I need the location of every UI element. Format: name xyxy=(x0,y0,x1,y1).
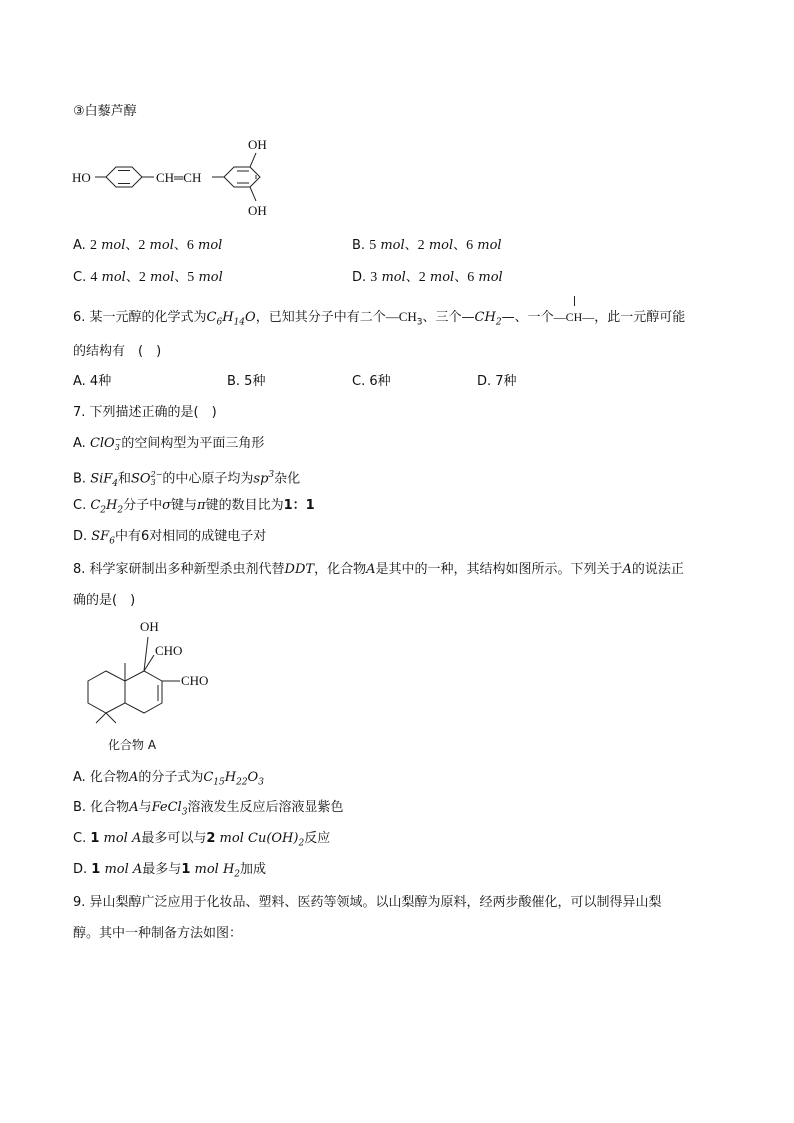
ho-label: HO xyxy=(72,170,91,185)
question-6-stem-line2: 的结构有 ( ) xyxy=(73,344,162,359)
option-d: D. 3 mol、2 mol、6 mol xyxy=(352,270,503,285)
q6-option-d: D. 7种 xyxy=(477,374,517,389)
question-7-stem: 7. 下列描述正确的是( ) xyxy=(73,405,217,420)
oh-top-label: OH xyxy=(248,137,267,152)
item-label-resveratrol: ③白藜芦醇 xyxy=(73,104,137,119)
q7-option-c: C. $C_2H_2$分子中σ键与π键的数目比为1：1 xyxy=(73,498,315,516)
option-a: A. 2 mol、2 mol、6 mol xyxy=(73,238,223,253)
q6-option-b: B. 5种 xyxy=(227,374,266,389)
oh-label: OH xyxy=(140,619,159,634)
q7-option-b: B. SiF$_4$和SO 2− 3 的中心原子均为$sp^3$杂化 xyxy=(73,469,301,489)
ch-ch-label: CH═CH xyxy=(156,170,202,185)
compound-a-structure xyxy=(80,615,240,755)
question-8-stem-line2: 确的是( ) xyxy=(73,593,136,608)
q8-option-a: A. 化合物A的分子式为$C_{15}H_{22}O_3$ xyxy=(73,770,264,788)
oh-bottom-label: OH xyxy=(248,203,267,218)
q6-option-c: C. 6种 xyxy=(352,374,391,389)
cho-top-label: CHO xyxy=(155,643,183,658)
option-c: C. 4 mol、2 mol、5 mol xyxy=(73,270,223,285)
q8-option-d: D. 1 mol A最多与1 mol $H_2$加成 xyxy=(73,862,267,880)
question-9-stem-line2: 醇。其中一种制备方法如图： xyxy=(73,926,243,941)
q6-option-a: A. 4种 xyxy=(73,374,112,389)
resveratrol-structure xyxy=(70,135,280,225)
q8-option-c: C. 1 mol A最多可以与2 mol $Cu(OH)_2$反应 xyxy=(73,831,331,849)
compound-caption: 化合物 A xyxy=(108,738,157,752)
option-b: B. 5 mol、2 mol、6 mol xyxy=(352,238,502,253)
q8-option-b: B. 化合物A与FeCl$_3$溶液发生反应后溶液显紫色 xyxy=(73,800,344,818)
question-6-stem: 6. 某一元醇的化学式为$C_6H_{14}O$，已知其分子中有二个$—CH_3$、三个$—CH_2—$、一个 —CH—，此一元醇可能 xyxy=(73,306,685,332)
cho-right-label: CHO xyxy=(181,673,209,688)
question-9-stem: 9. 异山梨醇广泛应用于化妆品、塑料、医药等领域。以山梨醇为原料，经两步酸催化，可以制得异山梨 xyxy=(73,895,662,910)
q7-option-a: A. ClO − 3 的空间构型为平面三角形 xyxy=(73,434,265,452)
q7-option-d: D. $SF_6$中有6对相同的成键电子对 xyxy=(73,529,267,547)
question-8-stem: 8. 科学家研制出多种新型杀虫剂代替DDT，化合物A是其中的一种，其结构如图所示。下列关于A的说法正 xyxy=(73,562,684,577)
ch-branch-group: —CH— xyxy=(554,306,595,326)
